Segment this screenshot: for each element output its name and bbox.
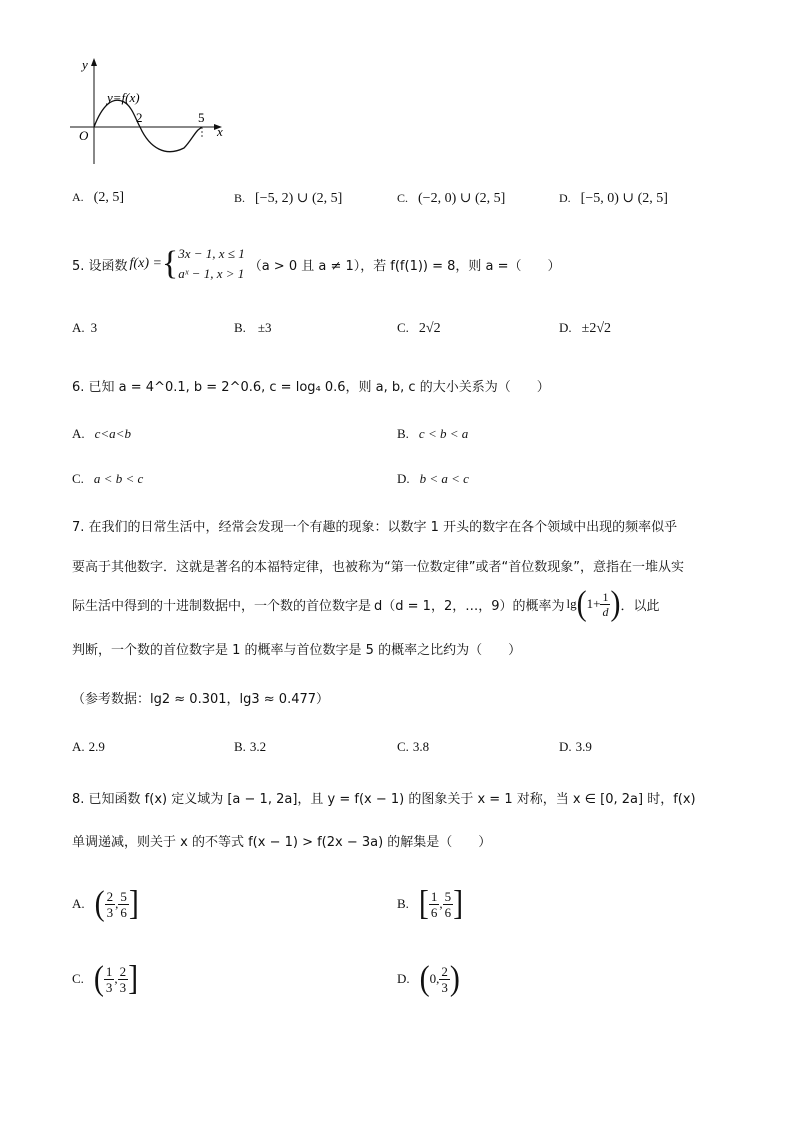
option-label: D.	[397, 471, 410, 486]
q7-reference-data: （参考数据：lg2 ≈ 0.301，lg3 ≈ 0.477）	[72, 692, 330, 707]
option-label: A.	[72, 896, 85, 911]
option-label: C.	[397, 320, 409, 335]
q5-number: 5. 设函数	[72, 258, 128, 274]
option-label: A.	[72, 739, 85, 754]
q6-option-b[interactable]	[397, 426, 468, 442]
fraction-numerator: 2	[441, 963, 448, 979]
q7-line-3-b: d（d = 1，2，…，9）的概率为	[374, 598, 565, 614]
fraction-denominator: 6	[120, 904, 127, 920]
option-text: b < a < c	[419, 471, 469, 486]
q8-line-1: 8. 已知函数 f(x) 定义域为 [a − 1, 2a]，且 y = f(x − 1) 的图象关于 x = 1 对称，当 x ∈ [0, 2a] 时，f(x)	[72, 792, 696, 807]
q8-line-2: 单调递减，则关于 x 的不等式 f(x − 1) > f(2x − 3a) 的解集是（ ）	[72, 835, 492, 850]
fraction-numerator: 1	[105, 963, 113, 979]
option-text: (2, 5]	[93, 190, 124, 205]
tick-label-5: 5	[198, 110, 205, 125]
q4-option-d[interactable]	[559, 190, 668, 207]
q8-option-a[interactable]	[72, 880, 139, 928]
option-label: A.	[72, 320, 85, 335]
fraction-numerator: 1	[430, 888, 438, 904]
q6-stem: 6. 已知 a = 4^0.1, b = 2^0.6, c = log₄ 0.6，则 a, b, c 的大小关系为（ ）	[72, 380, 550, 395]
interval-open: (	[419, 959, 430, 998]
option-label: C.	[72, 971, 84, 986]
function-label: y=f(x)	[107, 90, 140, 105]
fraction-numerator: 5	[120, 888, 127, 904]
q7-option-a[interactable]	[72, 739, 105, 755]
q7-line-3	[72, 584, 659, 624]
option-label: A.	[72, 426, 85, 441]
interval-start: 0	[429, 971, 437, 986]
q5-option-a[interactable]	[72, 320, 97, 336]
fraction-denominator: 3	[119, 979, 127, 995]
q4-option-c[interactable]	[397, 190, 505, 207]
q5-option-d[interactable]	[559, 320, 611, 337]
fraction	[439, 965, 450, 994]
q5-cases	[178, 244, 244, 284]
option-text: 3.2	[249, 739, 267, 754]
option-label: B.	[234, 320, 246, 335]
option-text: c < b < a	[418, 426, 469, 441]
option-label: C.	[72, 471, 84, 486]
q7-line-1: 7. 在我们的日常生活中，经常会发现一个有趣的现象：以数字 1 开头的数字在各个领域中出现的频率似乎	[72, 520, 678, 535]
interval-close: ]	[128, 884, 139, 923]
fraction	[104, 963, 118, 995]
q4-option-b[interactable]	[234, 190, 342, 207]
fraction-denominator: d	[602, 604, 609, 619]
q6-option-d[interactable]	[397, 471, 469, 487]
fraction-numerator: 1	[602, 589, 609, 604]
q6-option-c[interactable]	[72, 471, 143, 487]
interval-open: (	[94, 884, 105, 923]
q7-line-3-a: 际生活中得到的十进制数据中，一个数的首位数字是	[72, 598, 372, 614]
q7-option-c[interactable]	[397, 739, 429, 755]
fraction-numerator: 2	[106, 888, 114, 904]
fraction	[118, 965, 129, 994]
q5-condition: （a > 0 且 a ≠ 1），若	[248, 258, 387, 274]
interval-open: [	[418, 884, 429, 923]
q5-stem	[72, 242, 561, 286]
option-label: C.	[397, 739, 409, 754]
option-label: B.	[234, 191, 246, 205]
fraction-denominator: 3	[105, 979, 113, 995]
comma: ,	[436, 971, 440, 986]
interval-close: ]	[128, 959, 139, 998]
option-label: B.	[234, 739, 246, 754]
function-curve	[94, 100, 202, 151]
option-label: B.	[397, 896, 409, 911]
fraction	[443, 890, 454, 919]
q7-line-3-d: ．以此	[620, 598, 660, 614]
option-text: 3.8	[412, 739, 430, 754]
option-text: 3	[90, 320, 98, 335]
option-text: ±3	[257, 320, 272, 335]
q8-option-b[interactable]	[397, 880, 463, 928]
option-text: [−5, 2) ∪ (2, 5]	[255, 191, 343, 206]
paren-open: (	[576, 584, 587, 623]
option-text: [−5, 0) ∪ (2, 5]	[580, 191, 668, 206]
comma: ,	[115, 896, 119, 911]
interval-open: (	[93, 959, 104, 998]
fraction-denominator: 6	[430, 904, 438, 920]
q5-option-c[interactable]	[397, 320, 441, 337]
q5-option-b[interactable]	[234, 320, 272, 336]
brace: {	[161, 245, 179, 282]
q5-fx: f(x) =	[129, 256, 162, 271]
option-label: D.	[397, 971, 410, 986]
paren-close: )	[610, 584, 621, 623]
option-text: 3.9	[575, 739, 592, 754]
q5-case2: aˣ − 1, x > 1	[178, 266, 245, 281]
option-label: D.	[559, 739, 572, 754]
fraction-denominator: 3	[106, 904, 114, 920]
q6-option-a[interactable]	[72, 426, 131, 442]
fraction	[105, 888, 119, 920]
option-text: ±2√2	[581, 321, 612, 336]
option-text: a < b < c	[93, 471, 144, 486]
option-text: c<a<b	[94, 426, 131, 441]
fraction-denominator: 6	[444, 904, 452, 920]
option-label: B.	[397, 426, 409, 441]
q4-option-a[interactable]	[72, 190, 124, 206]
q7-option-d[interactable]	[559, 739, 592, 755]
q5-case1: 3x − 1, x ≤ 1	[178, 246, 245, 261]
option-label: D.	[559, 320, 572, 335]
option-label: C.	[397, 191, 409, 205]
y-axis-label: y	[82, 57, 88, 72]
q7-line-2: 要高于其他数字．这就是著名的本福特定律，也被称为“第一位数定律”或者“首位数现象”，意指在一堆从实	[72, 560, 684, 575]
x-axis-label: x	[217, 124, 223, 139]
q7-option-b[interactable]	[234, 739, 266, 755]
one: 1+	[586, 596, 601, 611]
origin-label: O	[79, 128, 89, 143]
function-graph	[66, 54, 236, 170]
option-label: A.	[72, 190, 84, 204]
q5-equation: f(f(1)) = 8，则 a =（ ）	[390, 258, 561, 274]
fraction	[118, 890, 129, 919]
tick-label-2: 2	[136, 110, 143, 125]
interval-close: )	[449, 959, 460, 998]
q8-option-d[interactable]	[397, 955, 460, 1003]
fraction-numerator: 5	[444, 888, 452, 904]
interval-close: ]	[453, 884, 464, 923]
fraction-numerator: 2	[119, 963, 127, 979]
option-text: (−2, 0) ∪ (2, 5]	[418, 191, 506, 206]
fraction	[429, 888, 443, 920]
q7-lg: lg	[566, 596, 577, 611]
option-text: 2.9	[88, 739, 105, 754]
q7-fraction	[600, 591, 610, 618]
comma: ,	[439, 896, 443, 911]
option-label: D.	[559, 191, 571, 205]
q7-line-4: 判断，一个数的首位数字是 1 的概率与首位数字是 5 的概率之比约为（ ）	[72, 643, 522, 658]
fraction-denominator: 3	[441, 979, 448, 995]
q8-option-c[interactable]	[72, 955, 138, 1003]
comma: ,	[114, 971, 118, 986]
option-text: 2√2	[418, 321, 441, 336]
